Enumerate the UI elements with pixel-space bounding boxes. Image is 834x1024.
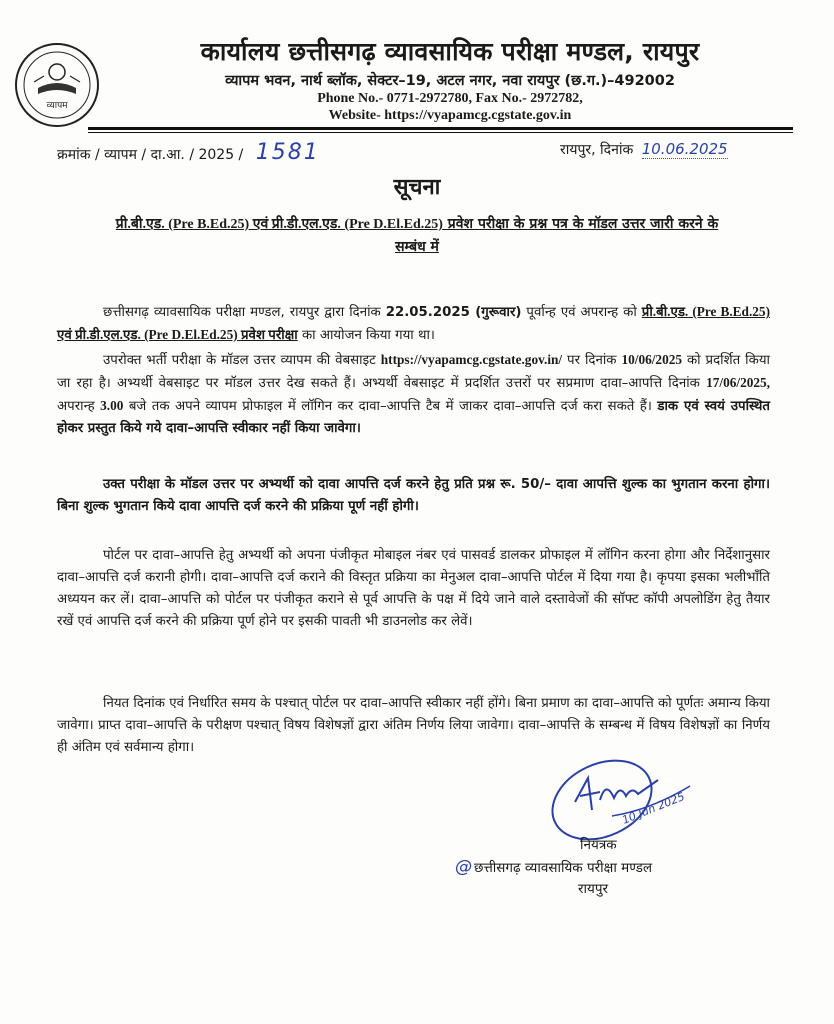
p2-claim-deadline: 17/06/2025, bbox=[706, 375, 770, 390]
date-value: 10.06.2025 bbox=[641, 140, 728, 158]
subject-rest: प्रवेश परीक्षा के प्रश्न पत्र के मॉडल उत्तर जारी करने के सम्बंध में bbox=[395, 216, 719, 255]
signatory-city: रायपुर bbox=[578, 881, 609, 897]
signatory-title: नियंत्रक bbox=[580, 837, 617, 853]
paragraph-3 bbox=[57, 474, 770, 518]
notice-subject bbox=[100, 213, 734, 258]
header-rule-thin bbox=[88, 132, 793, 133]
p2-text-c: को प्रदर्शित किया जा रहा है। अभ्यर्थी वेबसाइट पर मॉडल उत्तर देख सकते हैं। अभ्यर्थी वेबसाइट में प्रदर्शित उत्तरों पर सप्रमाण दावा–आपत्ति दिनांक bbox=[57, 353, 770, 391]
vyapam-logo bbox=[14, 42, 100, 128]
p1-exam-name: प्री.बी.एड. (Pre B.Ed.25) एवं प्री.डी.एल.एड. (Pre D.El.Ed.25) प्रवेश परीक्षा bbox=[57, 304, 770, 342]
p1-text-b: पूर्वान्ह एवं अपरान्ह को bbox=[521, 305, 642, 320]
office-address: व्यापम भवन, नार्थ ब्लॉक, सेक्टर–19, अटल नगर, नवा रायपुर (छ.ग.)–492002 bbox=[225, 73, 675, 89]
office-phone: Phone No.- 0771-2972780, Fax No.- 2972782, bbox=[317, 91, 583, 106]
subject-exams: प्री.बी.एड. (Pre B.Ed.25) एवं प्री.डी.एल.एड. (Pre D.El.Ed.25) bbox=[115, 217, 443, 232]
notice-title: सूचना bbox=[393, 175, 441, 200]
p1-text-c: का आयोजन किया गया था। bbox=[297, 328, 435, 343]
reference-line bbox=[57, 140, 320, 165]
reference-number: 1581 bbox=[255, 140, 320, 165]
paragraph-4 bbox=[57, 545, 770, 633]
p5-decision-text: नियत दिनांक एवं निर्धारित समय के पश्चात् पोर्टल पर दावा–आपत्ति स्वीकार नहीं होंगे। बिना प्रमाण का दावा–आपत्ति को पूर्णतः अमान्य किया जावेगा। प्राप्त दावा–आपत्ति के परीक्षण पश्चात् विषय विशेषज्ञों द्वारा अंतिम निर्णय लिया जावेगा। दावा–आपत्ति के सम्बन्ध में विषय विशेषज्ञों का निर्णय ही अंतिम एवं सर्वमान्य होगा। bbox=[57, 696, 770, 755]
p2-display-date: 10/06/2025 bbox=[621, 352, 683, 367]
signature-date: 10 Jun 2025 bbox=[620, 789, 687, 827]
p2-text-d: अपरान्ह bbox=[57, 399, 101, 414]
p2-text-e: बजे तक अपने व्यापम प्रोफाइल में लॉगिन कर दावा–आपत्ति टैब में जाकर दावा–आपत्ति दर्ज करा सकते हैं। bbox=[123, 399, 658, 414]
p2-text-b: पर दिनांक bbox=[562, 353, 622, 368]
date-label: रायपुर, दिनांक bbox=[560, 142, 634, 158]
p1-exam-date: 22.05.2025 (गुरूवार) bbox=[385, 305, 522, 320]
header-rule bbox=[88, 127, 793, 130]
pen-mark: @ bbox=[455, 857, 472, 877]
signature bbox=[540, 740, 710, 840]
logo-text: व्यापम bbox=[46, 101, 68, 111]
signatory-org-name: छत्तीसगढ़ व्यावसायिक परीक्षा मण्डल bbox=[474, 860, 652, 876]
office-title: कार्यालय छत्तीसगढ़ व्यावसायिक परीक्षा मण्डल, रायपुर bbox=[200, 37, 700, 66]
p1-text-a: छत्तीसगढ़ व्यावसायिक परीक्षा मण्डल, रायपुर द्वारा दिनांक bbox=[103, 305, 386, 320]
paragraph-1 bbox=[57, 301, 770, 347]
reference-label: क्रमांक / व्यापम / दा.आ. / 2025 / bbox=[57, 147, 244, 163]
paragraph-2 bbox=[57, 349, 770, 440]
p2-text-a: उपरोक्त भर्ती परीक्षा के मॉडल उत्तर व्यापम की वेबसाइट bbox=[103, 353, 381, 368]
p4-portal-text: पोर्टल पर दावा–आपत्ति हेतु अभ्यर्थी को अपना पंजीकृत मोबाइल नंबर एवं पासवर्ड डालकर प्रोफाइल में लॉगिन करना होगा और निर्देशानुसार दावा–आपत्ति दर्ज करानी होगी। दावा–आपत्ति दर्ज कराने की विस्तृत प्रक्रिया का मेनुअल दावा–आपत्ति पोर्टल में दिया गया है। कृपया इसका भलीभाँति अध्ययन कर लें। दावा–आपत्ति को पोर्टल पर पंजीकृत कराने से पूर्व आपत्ति के पक्ष में दिये जाने वाले दस्तावेजों की सॉफ्ट कॉपी अपलोडिंग हेतु तैयार रखें एवं आपत्ति दर्ज करने की प्रक्रिया पूर्ण होने पर इसकी पावती भी डाउनलोड कर लेवें। bbox=[57, 548, 770, 629]
p2-bold-warning: डाक एवं स्वयं उपस्थित होकर प्रस्तुत किये गये दावा–आपत्ति स्वीकार नहीं किया जावेगा। bbox=[57, 399, 771, 436]
signatory-org bbox=[455, 857, 652, 877]
date-line bbox=[560, 140, 728, 159]
office-website: Website- https://vyapamcg.cgstate.gov.in bbox=[328, 108, 572, 123]
p2-deadline-time: 3.00 bbox=[100, 398, 124, 413]
p3-fee-text: उक्त परीक्षा के मॉडल उत्तर पर अभ्यर्थी को दावा आपत्ति दर्ज करने हेतु प्रति प्रश्न रू. 50/– दावा आपत्ति शुल्क का भुगतान करना होगा। बिना शुल्क भुगतान किये दावा आपत्ति दर्ज करने की प्रक्रिया पूर्ण नहीं होगी। bbox=[57, 477, 770, 514]
website-link[interactable]: https://vyapamcg.cgstate.gov.in/ bbox=[380, 352, 563, 367]
